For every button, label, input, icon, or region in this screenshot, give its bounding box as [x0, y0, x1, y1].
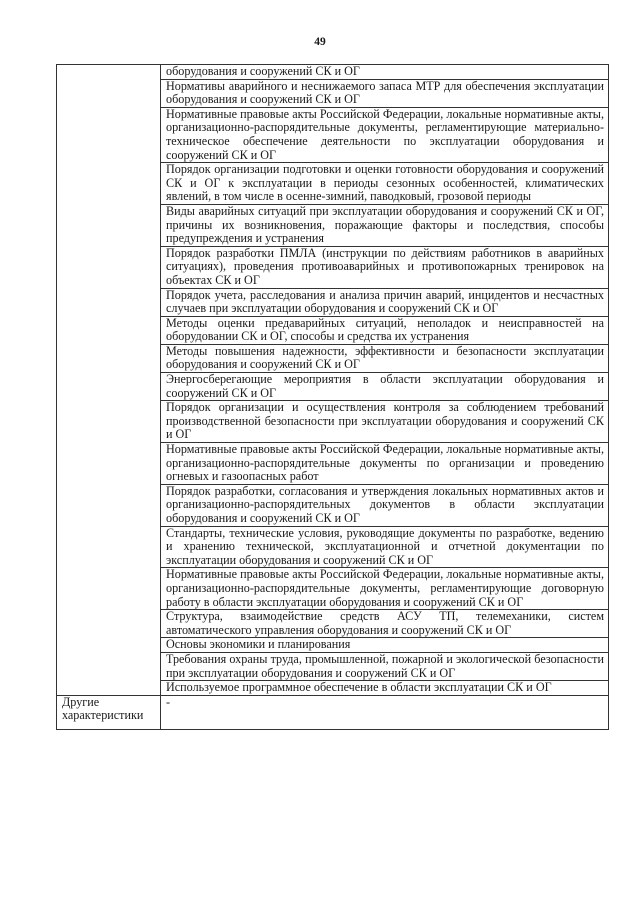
section-label-cell: [57, 65, 161, 696]
table-row-other: [57, 695, 609, 729]
table-cell: Требования охраны труда, промышленной, пожарной и экологической безопасности при эксплуатации оборудования и сооружений СК и ОГ: [161, 652, 609, 680]
table-cell: Порядок учета, расследования и анализа причин аварий, инцидентов и несчастных случаев при эксплуатации оборудования и сооружений СК и ОГ: [161, 288, 609, 316]
table-cell: Структура, взаимодействие средств АСУ ТП, телемеханики, систем автоматического управления оборудования и сооружений СК и ОГ: [161, 610, 609, 638]
table-cell: Порядок организации и осуществления контроля за соблюдением требований производственной безопасности при эксплуатации оборудования и сооружений СК и ОГ: [161, 401, 609, 443]
other-characteristics-label: Другие характеристики: [57, 695, 161, 729]
knowledge-table: [56, 64, 609, 730]
table-cell: Порядок организации подготовки и оценки готовности оборудования и сооружений СК и ОГ к эксплуатации в периоды сезонных особенностей, климатических явлений, в том числе в осенне-зимний, паводковый, грозовой периоды: [161, 163, 609, 205]
table-cell: Основы экономики и планирования: [161, 638, 609, 653]
table-cell: Энергосберегающие мероприятия в области эксплуатации оборудования и сооружений СК и ОГ: [161, 373, 609, 401]
table-cell: Нормативные правовые акты Российской Федерации, локальные нормативные акты, организационно-распорядительные документы, регламентирующие материально-техническое обеспечение деятельности по эксплуатации оборудования и сооружений СК и ОГ: [161, 107, 609, 162]
table-cell: Виды аварийных ситуаций при эксплуатации оборудования и сооружений СК и ОГ, причины их возникновения, поражающие факторы и последствия, способы предупреждения и устранения: [161, 204, 609, 246]
table-cell: Порядок разработки, согласования и утверждения локальных нормативных актов и организационно-распорядительных документов в области эксплуатации оборудования и сооружений СК и ОГ: [161, 484, 609, 526]
page-number: 49: [314, 36, 326, 48]
table-cell: Нормативные правовые акты Российской Федерации, локальные нормативные акты, организационно-распорядительные документы, регламентирующие договорную работу в области эксплуатации оборудования и сооружений СК и ОГ: [161, 568, 609, 610]
table-cell: Нормативы аварийного и неснижаемого запаса МТР для обеспечения эксплуатации оборудования и сооружений СК и ОГ: [161, 79, 609, 107]
table-cell: Методы оценки предаварийных ситуаций, неполадок и неисправностей на оборудовании СК и ОГ, способы и средства их устранения: [161, 316, 609, 344]
table-cell: оборудования и сооружений СК и ОГ: [161, 65, 609, 80]
table-cell: Стандарты, технические условия, руководящие документы по разработке, ведению и хранению технической, эксплуатационной и отчетной документации по эксплуатации оборудования и сооружений СК и ОГ: [161, 526, 609, 568]
table-cell: Порядок разработки ПМЛА (инструкции по действиям работников в аварийных ситуациях), проведения противоаварийных и противопожарных тренировок на объектах СК и ОГ: [161, 246, 609, 288]
table-cell: Нормативные правовые акты Российской Федерации, локальные нормативные акты, организационно-распорядительные документы по организации и проведению огневых и газоопасных работ: [161, 443, 609, 485]
table-row: [57, 65, 609, 80]
table-cell: Используемое программное обеспечение в области эксплуатации СК и ОГ: [161, 681, 609, 696]
table-cell: Методы повышения надежности, эффективности и безопасности эксплуатации оборудования и сооружений СК и ОГ: [161, 344, 609, 372]
other-characteristics-value: -: [161, 695, 609, 729]
